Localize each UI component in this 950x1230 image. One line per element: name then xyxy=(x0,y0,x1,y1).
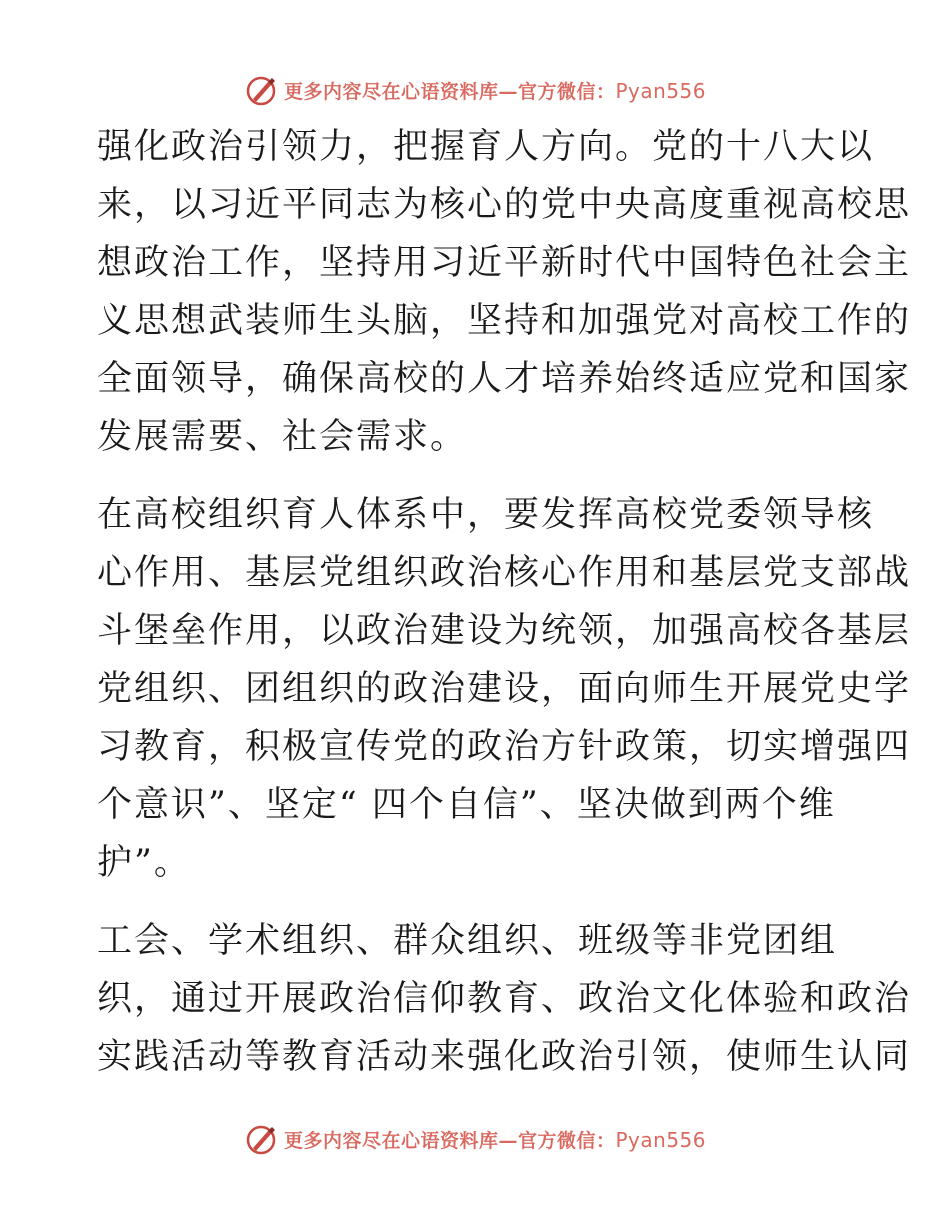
text-line: 工会、学术组织、群众组织、班级等非党团组 xyxy=(97,921,838,961)
text-line: 在高校组织育人体系中，要发挥高校党委领导核 xyxy=(97,495,875,535)
text-line: 个意识”、坚定“ 四个自信”、坚决做到两个维 xyxy=(97,785,836,825)
pen-logo-icon xyxy=(244,1122,278,1156)
wechat-id: Pyan556 xyxy=(615,78,707,103)
text-line: 实践活动等教育活动来强化政治引领，使师生认同 xyxy=(97,1037,912,1077)
document-body xyxy=(97,118,912,1086)
text-line: 党组织、团组织的政治建设，面向师生开展党史学 xyxy=(97,669,912,709)
text-line: 全面领导，确保高校的人才培养始终适应党和国家 xyxy=(97,359,912,399)
text-line: 义思想武装师生头脑，坚持和加强党对高校工作的 xyxy=(97,301,912,341)
text-line: 心作用、基层党组织政治核心作用和基层党支部战 xyxy=(97,553,912,593)
paragraph-2 xyxy=(97,486,912,892)
text-line: 想政治工作，坚持用习近平新时代中国特色社会主 xyxy=(97,243,912,283)
footer-watermark-text: 更多内容尽在心语资料库—官方微信：Pyan556 xyxy=(283,1127,707,1152)
header-watermark-text: 更多内容尽在心语资料库—官方微信：Pyan556 xyxy=(283,78,707,103)
text-line: 来，以习近平同志为核心的党中央高度重视高校思 xyxy=(97,185,912,225)
text-line: 护”。 xyxy=(97,843,191,883)
text-line: 强化政治引领力，把握育人方向。党的十八大以 xyxy=(97,127,875,167)
header-watermark xyxy=(0,70,950,110)
text-line: 斗堡垒作用，以政治建设为统领，加强高校各基层 xyxy=(97,611,912,651)
wechat-id: Pyan556 xyxy=(615,1127,707,1152)
pen-logo-icon xyxy=(244,73,278,107)
text-line: 习教育，积极宣传党的政治方针政策，切实增强四 xyxy=(97,727,912,767)
text-line: 织，通过开展政治信仰教育、政治文化体验和政治 xyxy=(97,979,912,1019)
paragraph-3 xyxy=(97,912,912,1086)
footer-watermark xyxy=(0,1119,950,1159)
paragraph-1 xyxy=(97,118,912,466)
text-line: 发展需要、社会需求。 xyxy=(97,417,468,457)
